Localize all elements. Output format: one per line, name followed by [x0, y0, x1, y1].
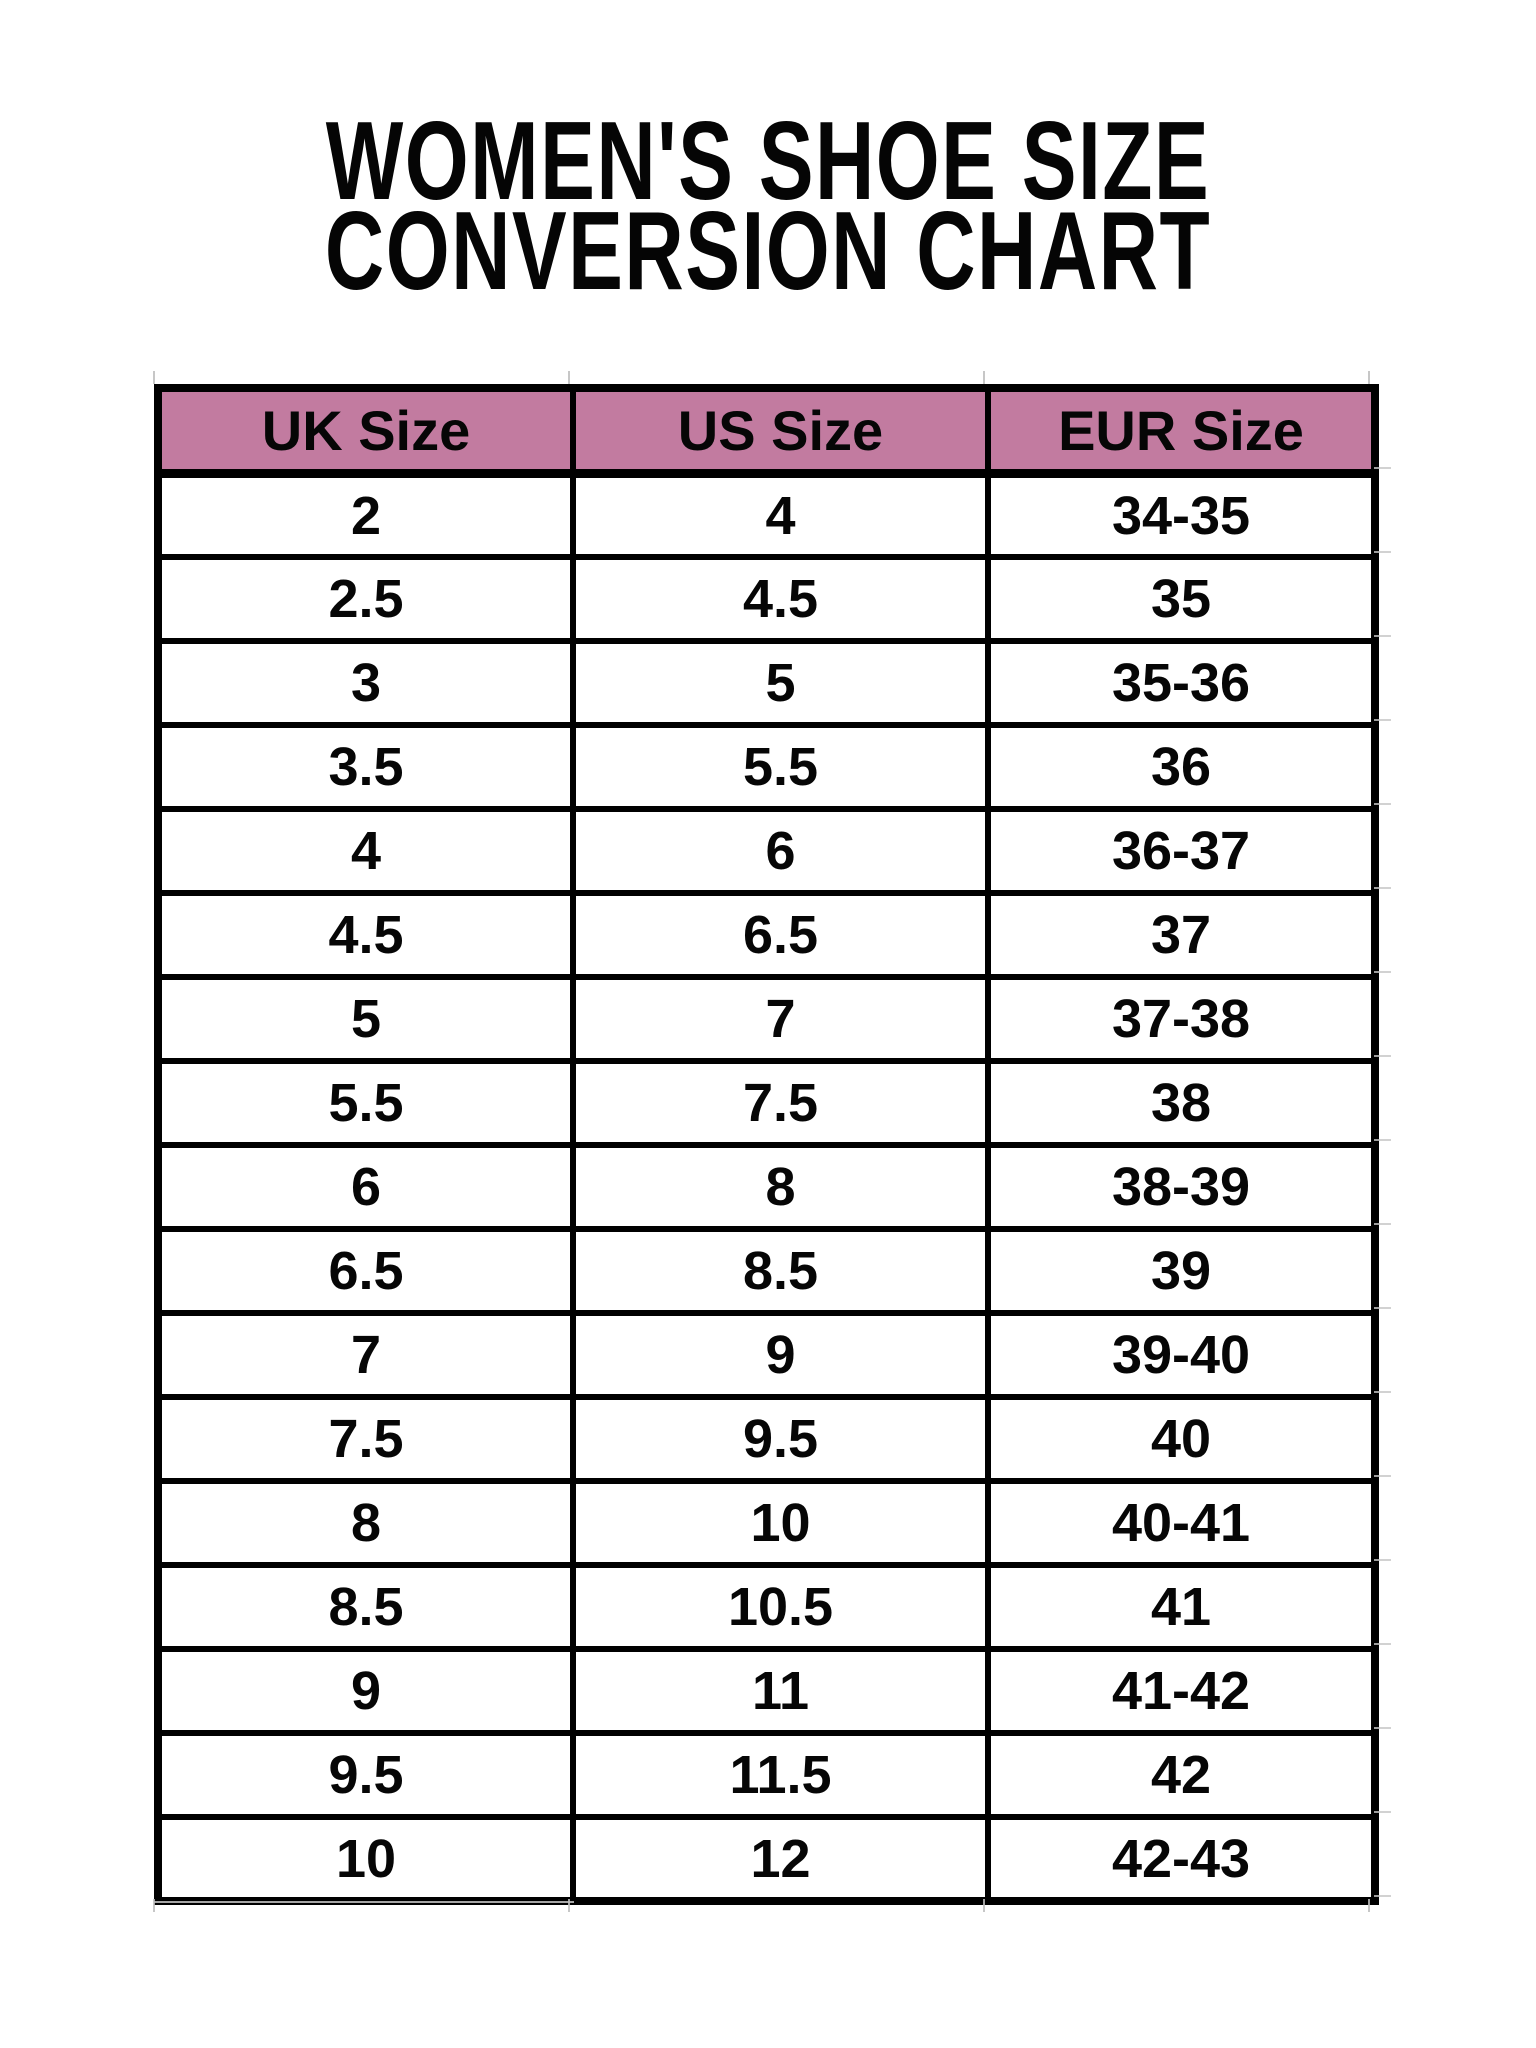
table-cell: 10.5	[573, 1565, 988, 1649]
table-cell: 37	[988, 893, 1375, 977]
table-cell: 2.5	[158, 557, 573, 641]
table-cell: 5	[573, 641, 988, 725]
table-row	[158, 557, 1375, 641]
table-cell: 36	[988, 725, 1375, 809]
table-cell: 9	[573, 1313, 988, 1397]
table-cell: 40-41	[988, 1481, 1375, 1565]
table-cell: 8	[158, 1481, 573, 1565]
table-cell: 39	[988, 1229, 1375, 1313]
table-row	[158, 1565, 1375, 1649]
table-cell: 34-35	[988, 473, 1375, 557]
table-row	[158, 1145, 1375, 1229]
table-cell: 4	[158, 809, 573, 893]
table-row	[158, 977, 1375, 1061]
gridline-tick	[1368, 371, 1370, 384]
table-row	[158, 1397, 1375, 1481]
table-row	[158, 893, 1375, 977]
table-cell: 12	[573, 1817, 988, 1901]
table-row	[158, 1817, 1375, 1901]
table-cell: 7.5	[573, 1061, 988, 1145]
column-header-eur-size: EUR Size	[988, 388, 1375, 473]
table-cell: 9.5	[158, 1733, 573, 1817]
table-row	[158, 1733, 1375, 1817]
table-row	[158, 809, 1375, 893]
table-cell: 35-36	[988, 641, 1375, 725]
table-cell: 2	[158, 473, 573, 557]
table-cell: 7	[573, 977, 988, 1061]
table-cell: 5.5	[573, 725, 988, 809]
table-cell: 6	[158, 1145, 573, 1229]
table-cell: 10	[158, 1817, 573, 1901]
column-header-uk-size: UK Size	[158, 388, 573, 473]
table-cell: 4.5	[158, 893, 573, 977]
table-cell: 10	[573, 1481, 988, 1565]
table-cell: 40	[988, 1397, 1375, 1481]
table-header-row	[158, 388, 1375, 473]
table-cell: 3.5	[158, 725, 573, 809]
table-cell: 6.5	[158, 1229, 573, 1313]
table-row	[158, 725, 1375, 809]
gridline-ticks-right	[1374, 467, 1391, 1903]
table-cell: 41	[988, 1565, 1375, 1649]
table-cell: 4.5	[573, 557, 988, 641]
table-cell: 4	[573, 473, 988, 557]
shoe-size-conversion-table	[154, 384, 1379, 1905]
table-row	[158, 1481, 1375, 1565]
table-cell: 42-43	[988, 1817, 1375, 1901]
table-row	[158, 1061, 1375, 1145]
table-row	[158, 1313, 1375, 1397]
gridline-tick	[983, 1899, 985, 1912]
table-cell: 8	[573, 1145, 988, 1229]
gridline-bottom	[154, 1901, 574, 1903]
table-row	[158, 1229, 1375, 1313]
table-cell: 5	[158, 977, 573, 1061]
table-cell: 7.5	[158, 1397, 573, 1481]
table-row	[158, 1649, 1375, 1733]
table-cell: 7	[158, 1313, 573, 1397]
table-cell: 39-40	[988, 1313, 1375, 1397]
gridline-tick	[568, 1899, 570, 1912]
table-cell: 3	[158, 641, 573, 725]
page-title	[200, 99, 1337, 313]
gridline-tick	[1368, 1899, 1370, 1912]
table-cell: 11.5	[573, 1733, 988, 1817]
gridline-tick	[568, 371, 570, 384]
table-cell: 37-38	[988, 977, 1375, 1061]
gridline-tick	[153, 1899, 155, 1912]
table-cell: 6	[573, 809, 988, 893]
table-row	[158, 473, 1375, 557]
gridline-tick	[153, 371, 155, 384]
title-line-1: WOMEN'S SHOE SIZE	[325, 99, 1211, 223]
table-cell: 38-39	[988, 1145, 1375, 1229]
table-cell: 8.5	[158, 1565, 573, 1649]
table-cell: 36-37	[988, 809, 1375, 893]
table-cell: 35	[988, 557, 1375, 641]
table-cell: 11	[573, 1649, 988, 1733]
gridline-tick	[983, 371, 985, 384]
column-header-us-size: US Size	[573, 388, 988, 473]
table-cell: 38	[988, 1061, 1375, 1145]
table-row	[158, 641, 1375, 725]
table-cell: 9	[158, 1649, 573, 1733]
table-body	[158, 473, 1375, 1901]
table-cell: 9.5	[573, 1397, 988, 1481]
table-cell: 8.5	[573, 1229, 988, 1313]
table-cell: 6.5	[573, 893, 988, 977]
table-cell: 41-42	[988, 1649, 1375, 1733]
title-line-2: CONVERSION CHART	[324, 189, 1212, 313]
table-cell: 5.5	[158, 1061, 573, 1145]
table-cell: 42	[988, 1733, 1375, 1817]
